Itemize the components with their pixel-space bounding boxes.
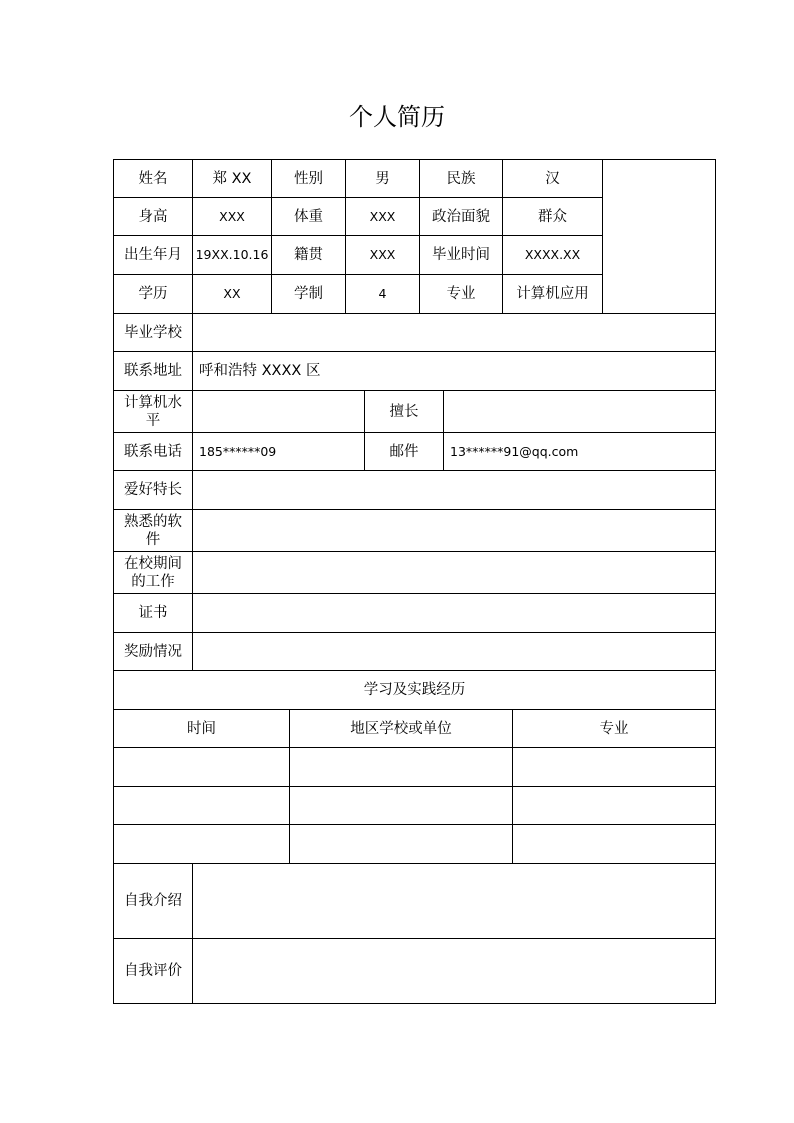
ethnicity-label: 民族 [419, 159, 503, 198]
name-value[interactable]: 郑 XX [192, 159, 272, 198]
table-cell[interactable] [289, 747, 513, 787]
computer-level-value[interactable] [192, 390, 365, 433]
education-label: 学历 [113, 274, 193, 314]
software-label: 熟悉的软件 [113, 509, 193, 552]
weight-label: 体重 [271, 197, 346, 236]
table-cell[interactable] [289, 824, 513, 864]
self-intro-label: 自我介绍 [113, 863, 193, 939]
table-cell[interactable] [113, 824, 290, 864]
photo-box[interactable] [602, 159, 716, 314]
self-intro-value[interactable] [192, 863, 716, 939]
major-label: 专业 [419, 274, 503, 314]
graduation-time-label: 毕业时间 [419, 235, 503, 275]
experience-header-institution: 地区学校或单位 [289, 709, 513, 748]
school-value[interactable] [192, 313, 716, 352]
birth-value[interactable]: 19XX.10.16 [192, 235, 272, 275]
experience-header-time: 时间 [113, 709, 290, 748]
certificates-value[interactable] [192, 593, 716, 633]
table-cell[interactable] [512, 786, 716, 825]
experience-header-major: 专业 [512, 709, 716, 748]
table-cell[interactable] [289, 786, 513, 825]
address-value[interactable]: 呼和浩特 XXXX 区 [192, 351, 716, 391]
hobbies-value[interactable] [192, 470, 716, 510]
campus-work-value[interactable] [192, 551, 716, 594]
graduation-time-value[interactable]: XXXX.XX [502, 235, 603, 275]
political-value[interactable]: 群众 [502, 197, 603, 236]
software-value[interactable] [192, 509, 716, 552]
awards-label: 奖励情况 [113, 632, 193, 671]
table-cell[interactable] [512, 747, 716, 787]
experience-section-title: 学习及实践经历 [113, 670, 716, 710]
name-label: 姓名 [113, 159, 193, 198]
awards-value[interactable] [192, 632, 716, 671]
table-cell[interactable] [512, 824, 716, 864]
specialty-label: 擅长 [364, 390, 444, 433]
native-place-value[interactable]: XXX [345, 235, 420, 275]
table-cell[interactable] [113, 747, 290, 787]
school-label: 毕业学校 [113, 313, 193, 352]
birth-label: 出生年月 [113, 235, 193, 275]
height-label: 身高 [113, 197, 193, 236]
ethnicity-value[interactable]: 汉 [502, 159, 603, 198]
gender-label: 性别 [271, 159, 346, 198]
duration-label: 学制 [271, 274, 346, 314]
phone-label: 联系电话 [113, 432, 193, 471]
hobbies-label: 爱好特长 [113, 470, 193, 510]
self-eval-label: 自我评价 [113, 938, 193, 1004]
email-label: 邮件 [364, 432, 444, 471]
page-title: 个人简历 [349, 103, 445, 131]
phone-value[interactable]: 185******09 [192, 432, 365, 471]
major-value[interactable]: 计算机应用 [502, 274, 603, 314]
political-label: 政治面貌 [419, 197, 503, 236]
weight-value[interactable]: XXX [345, 197, 420, 236]
email-value[interactable]: 13******91@qq.com [443, 432, 716, 471]
computer-level-label: 计算机水平 [113, 390, 193, 433]
education-value[interactable]: XX [192, 274, 272, 314]
height-value[interactable]: XXX [192, 197, 272, 236]
table-cell[interactable] [113, 786, 290, 825]
address-label: 联系地址 [113, 351, 193, 391]
campus-work-label: 在校期间的工作 [113, 551, 193, 594]
native-place-label: 籍贯 [271, 235, 346, 275]
self-eval-value[interactable] [192, 938, 716, 1004]
duration-value[interactable]: 4 [345, 274, 420, 314]
specialty-value[interactable] [443, 390, 716, 433]
certificates-label: 证书 [113, 593, 193, 633]
gender-value[interactable]: 男 [345, 159, 420, 198]
